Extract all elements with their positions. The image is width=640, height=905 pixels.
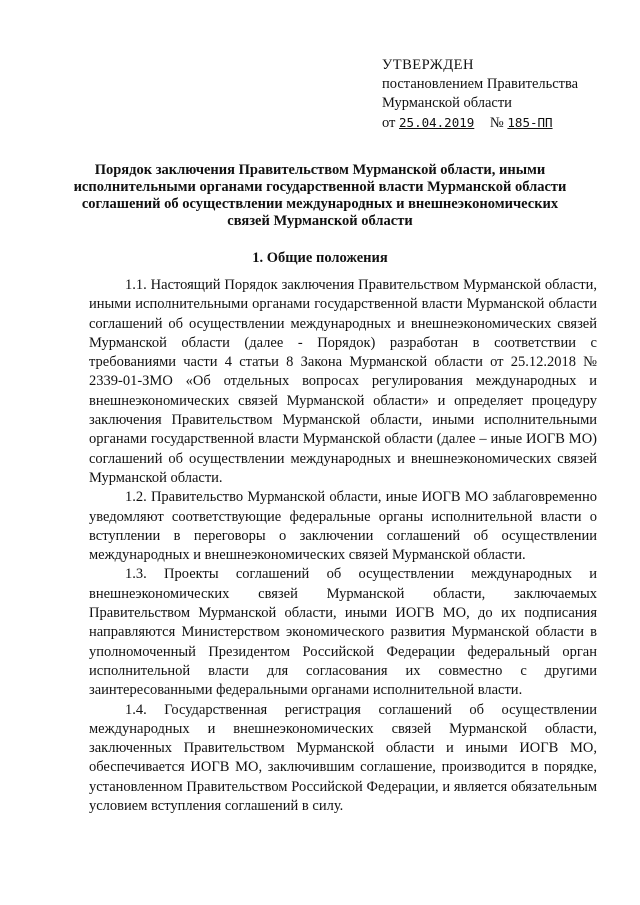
- number-prefix: №: [489, 115, 504, 131]
- approval-date-line: [382, 113, 622, 133]
- date-prefix: от: [382, 115, 396, 131]
- document-body: [89, 276, 597, 816]
- document-title: Порядок заключения Правительством Мурманской области, иными исполнительными органами государственной власти Мурманской области соглашений об осуществлении международных и внешнеэкономических связей Мурманской области: [73, 162, 567, 229]
- approval-title: УТВЕРЖДЕН: [382, 57, 474, 73]
- paragraph-1-2: 1.2. Правительство Мурманской области, иные ИОГВ МО заблаговременно уведомляют соответствующие федеральные органы исполнительной власти о вступлении в переговоры о заключении соглашений об осуществлении международных и внешнеэкономических связей Мурманской области.: [89, 489, 597, 564]
- section-title: 1. Общие положения: [252, 250, 388, 266]
- paragraph-1-1: 1.1. Настоящий Порядок заключения Правительством Мурманской области, иными исполнительными органами государственной власти Мурманской области соглашений об осуществлении международных и внешнеэкономических связей Мурманской области (далее - Порядок) разработан в соответствии с требованиями части 4 статьи 8 Закона Мурманской области от 25.12.2018 № 2339-01-ЗМО «Об отдельных вопросах регулирования международных и внешнеэкономических связей Мурманской области» и определяет процедуру заключения Правительством Мурманской области, иными исполнительными органами государственной власти Мурманской области (далее – иные ИОГВ МО) соглашений об осуществлении международных и внешнеэкономических связей Мурманской области.: [89, 277, 597, 486]
- paragraph-1-4: 1.4. Государственная регистрация соглашений об осуществлении международных и внешнеэкономических связей Мурманской области, заключенных Правительством Мурманской области и иными ИОГВ МО, обеспечивается ИОГВ МО, заключившим соглашение, производится в порядке, установленном Правительством Российской Федерации, и является обязательным условием вступления соглашений в силу.: [89, 701, 597, 815]
- approval-line-region: Мурманской области: [382, 95, 512, 111]
- decree-number: 185-ПП: [507, 115, 553, 130]
- approval-line-decree: постановлением Правительства: [382, 76, 579, 92]
- decree-date: 25.04.2019: [399, 115, 475, 130]
- approval-stamp: [382, 56, 622, 133]
- paragraph-1-3: 1.3. Проекты соглашений об осуществлении международных и внешнеэкономических связей Мурманской области, заключаемых Правительством Мурманской области, иными ИОГВ МО, до их подписания направляются Министерством экономического развития Мурманской области в уполномоченный Президентом Российской Федерации федеральный орган исполнительной власти для согласования их совместно с другими заинтересованными федеральными органами исполнительной власти.: [89, 566, 597, 699]
